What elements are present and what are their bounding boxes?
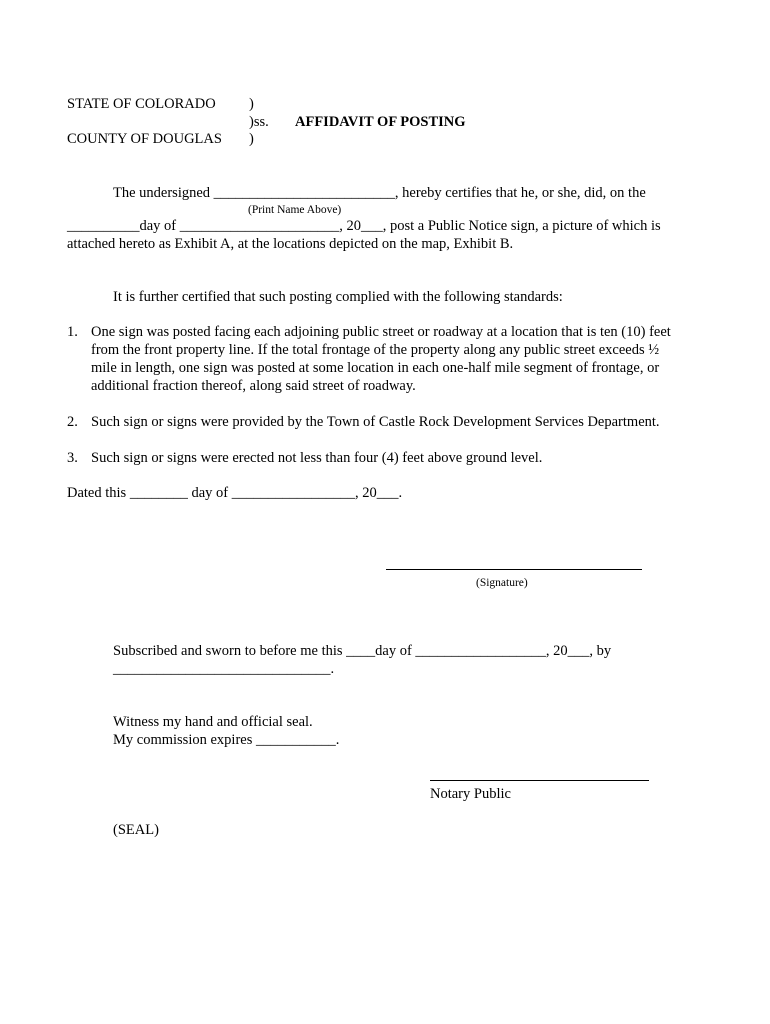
standard-line: mile in length, one sign was posted at some location in each one-half mile segment of frontage, or bbox=[91, 360, 660, 376]
state-caption: STATE OF COLORADO bbox=[67, 96, 216, 112]
intro-line-1: The undersigned _________________________, hereby certifies that he, or she, did, on the bbox=[113, 185, 646, 201]
print-name-note: (Print Name Above) bbox=[248, 204, 342, 216]
standard-number: 3. bbox=[67, 450, 78, 466]
standard-line: from the front property line. If the total frontage of the property along any public street exceeds ½ bbox=[91, 342, 660, 358]
commission-expires-line: My commission expires ___________. bbox=[113, 732, 340, 748]
subscribed-line-1: Subscribed and sworn to before me this ____day of __________________, 20___, by bbox=[113, 643, 612, 659]
caption-paren-bottom: ) bbox=[249, 131, 254, 147]
document-title: AFFIDAVIT OF POSTING bbox=[295, 114, 466, 130]
signature-line[interactable] bbox=[386, 569, 642, 570]
standard-line: Such sign or signs were erected not less than four (4) feet above ground level. bbox=[91, 450, 543, 466]
standards-intro: It is further certified that such posting complied with the following standards: bbox=[113, 289, 563, 305]
caption-paren-top: ) bbox=[249, 96, 254, 112]
witness-line-1: Witness my hand and official seal. bbox=[113, 714, 313, 730]
county-caption: COUNTY OF DOUGLAS bbox=[67, 131, 222, 147]
notary-signature-line[interactable] bbox=[430, 780, 649, 781]
standard-number: 2. bbox=[67, 414, 78, 430]
intro-line-3: attached hereto as Exhibit A, at the locations depicted on the map, Exhibit B. bbox=[67, 236, 514, 252]
standard-number: 1. bbox=[67, 324, 78, 340]
signature-label: (Signature) bbox=[476, 577, 528, 589]
notary-label: Notary Public bbox=[430, 786, 511, 802]
caption-ss: )ss. bbox=[249, 114, 269, 130]
standard-line: Such sign or signs were provided by the Town of Castle Rock Development Services Department. bbox=[91, 414, 660, 430]
standard-line: additional fraction thereof, along said street of roadway. bbox=[91, 378, 416, 394]
standard-line: One sign was posted facing each adjoining public street or roadway at a location that is ten (10) feet bbox=[91, 324, 671, 340]
dated-line: Dated this ________ day of _________________, 20___. bbox=[67, 485, 403, 501]
seal-label: (SEAL) bbox=[113, 822, 159, 838]
subscribed-line-2: ______________________________. bbox=[113, 661, 335, 677]
intro-line-2: __________day of ______________________, 20___, post a Public Notice sign, a picture of which is bbox=[67, 218, 661, 234]
